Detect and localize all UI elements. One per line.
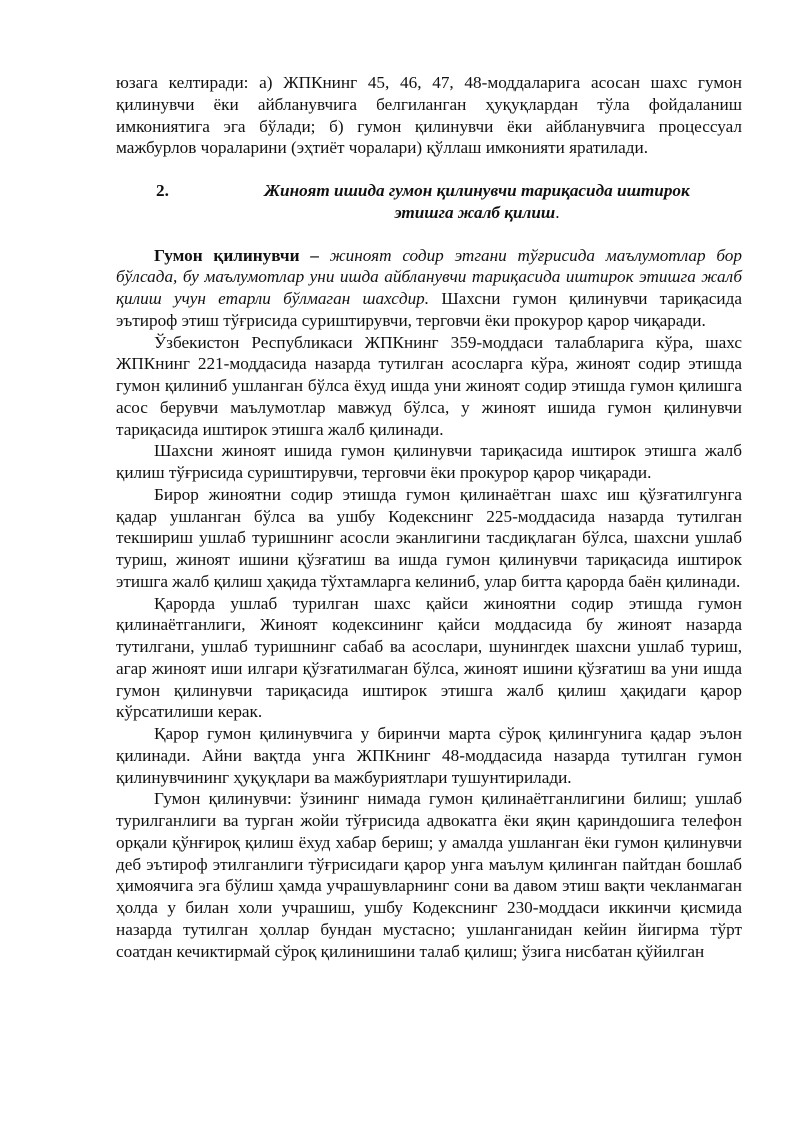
- definition-paragraph: [116, 245, 742, 332]
- section-title: Жиноят ишида гумон қилинувчи тариқасида иштирок этишга жалб қилиш: [264, 181, 690, 222]
- section-title-period: .: [555, 202, 560, 222]
- body-paragraph-6: Гумон қилинувчи: ўзининг нимада гумон қилинаётганлигини билиш; ушлаб турилганлиги ва турган жойи тўғрисида адвокатга ёки яқин қариндошига телефон орқали қўнғироқ қилиш ёхуд хабар бериш; у амалда ушланган ёки гумон қилинувчи деб эътироф этилганлиги тўғрисидаги қарор унга маълум қилинган пайтдан бошлаб ҳимоячига эга бўлиш ҳамда учрашувларнинг сони ва давом этиш вақти чекланмаган ҳолда у билан холи учрашиш, ушбу Кодекснинг 230-моддаси иккинчи қисмида назарда тутилган ҳоллар бундан мустасно; ушланганидан кейин йигирма тўрт соатдан кечиктирмай сўроқ қилинишини талаб қилиш; ўзига нисбатан қўйилган: [116, 789, 742, 961]
- intro-paragraph: юзага келтиради: а) ЖПКнинг 45, 46, 47, 48-моддаларига асосан шахс гумон қилинувчи ёки айбланувчига белгиланган ҳуқуқлардан тўла фойдаланиш имкониятига эга бўлади; б) гумон қилинувчи ёки айбланувчига процессуал мажбурлов чораларини (эҳтиёт чоралари) қўллаш имконияти яратилади.: [116, 73, 742, 158]
- body-paragraph-1: Ўзбекистон Республикаси ЖПКнинг 359-моддаси талабларига кўра, шахс ЖПКнинг 221-моддасида назарда тутилган асосларга кўра, жиноят содир этишда гумон қилиниб ушланган бўлса ёхуд ишда уни жиноят содир этишда гумон қилишга асос берувчи маълумотлар мавжуд бўлса, у жиноят ишида гумон қилинувчи тариқасида иштирок этишга жалб қилинади.: [116, 332, 742, 439]
- section-heading: [116, 180, 742, 224]
- definition-term: Гумон қилинувчи –: [154, 245, 319, 265]
- section-title-wrap: [242, 180, 742, 224]
- definition-italic-text: жиноят содир этгани тўғрисида маълумотлар бор бўлсада, бу маълумотлар уни ишда айбланувчи тариқасида иштирок этишга жалб қилиш учун етарли бўлмаган шахсдир.: [116, 245, 742, 308]
- section-number: 2.: [156, 181, 169, 200]
- body-paragraph-3: Бирор жиноятни содир этишда гумон қилинаётган шахс иш қўзғатилгунга қадар ушланган бўлса ва ушбу Кодекснинг 225-моддасида назарда тутилган текшириш ушлаб туришнинг асосли эканлигини тасдиқлаган бўлса, шахсни ушлаб туриш, жиноят ишини қўзғатиш ва ишда гумон қилинувчи тариқасида иштирок этишга жалб қилиш ҳақида тўхтамларга келиниб, улар битта қарорда баён қилинади.: [116, 484, 742, 591]
- body-paragraph-4: Қарорда ушлаб турилган шахс қайси жиноятни содир этишда гумон қилинаётганлиги, Жиноят кодексининг қайси моддасида бу жиноят назарда тутилгани, ушлаб туришнинг сабаб ва асослари, шунингдек шахсни ушлаб туриш, агар жиноят иши илгари қўзғатилмаган бўлса, жиноят ишини қўзғатиш ва уни ишда гумон қилинувчи тариқасида иштирок этишга жалб қилиш ҳақидаги қарор кўрсатилиши керак.: [116, 593, 742, 722]
- body-paragraph-2: Шахсни жиноят ишида гумон қилинувчи тариқасида иштирок этишга жалб қилиш тўғрисида суриштирувчи, терговчи ёки прокурор қарор чиқаради.: [116, 441, 742, 482]
- document-page: [116, 72, 742, 962]
- definition-rest-text: Шахсни гумон қилинувчи тариқасида эътироф этиш тўғрисида суриштирувчи, терговчи ёки прокурор қарор чиқаради.: [116, 289, 742, 330]
- body-paragraph-5: Қарор гумон қилинувчига у биринчи марта сўроқ қилингунига қадар эълон қилинади. Айни вақтда унга ЖПКнинг 48-моддасида назарда тутилган гумон қилинувчининг ҳуқуқлари ва мажбуриятлари тушунтирилади.: [116, 724, 742, 787]
